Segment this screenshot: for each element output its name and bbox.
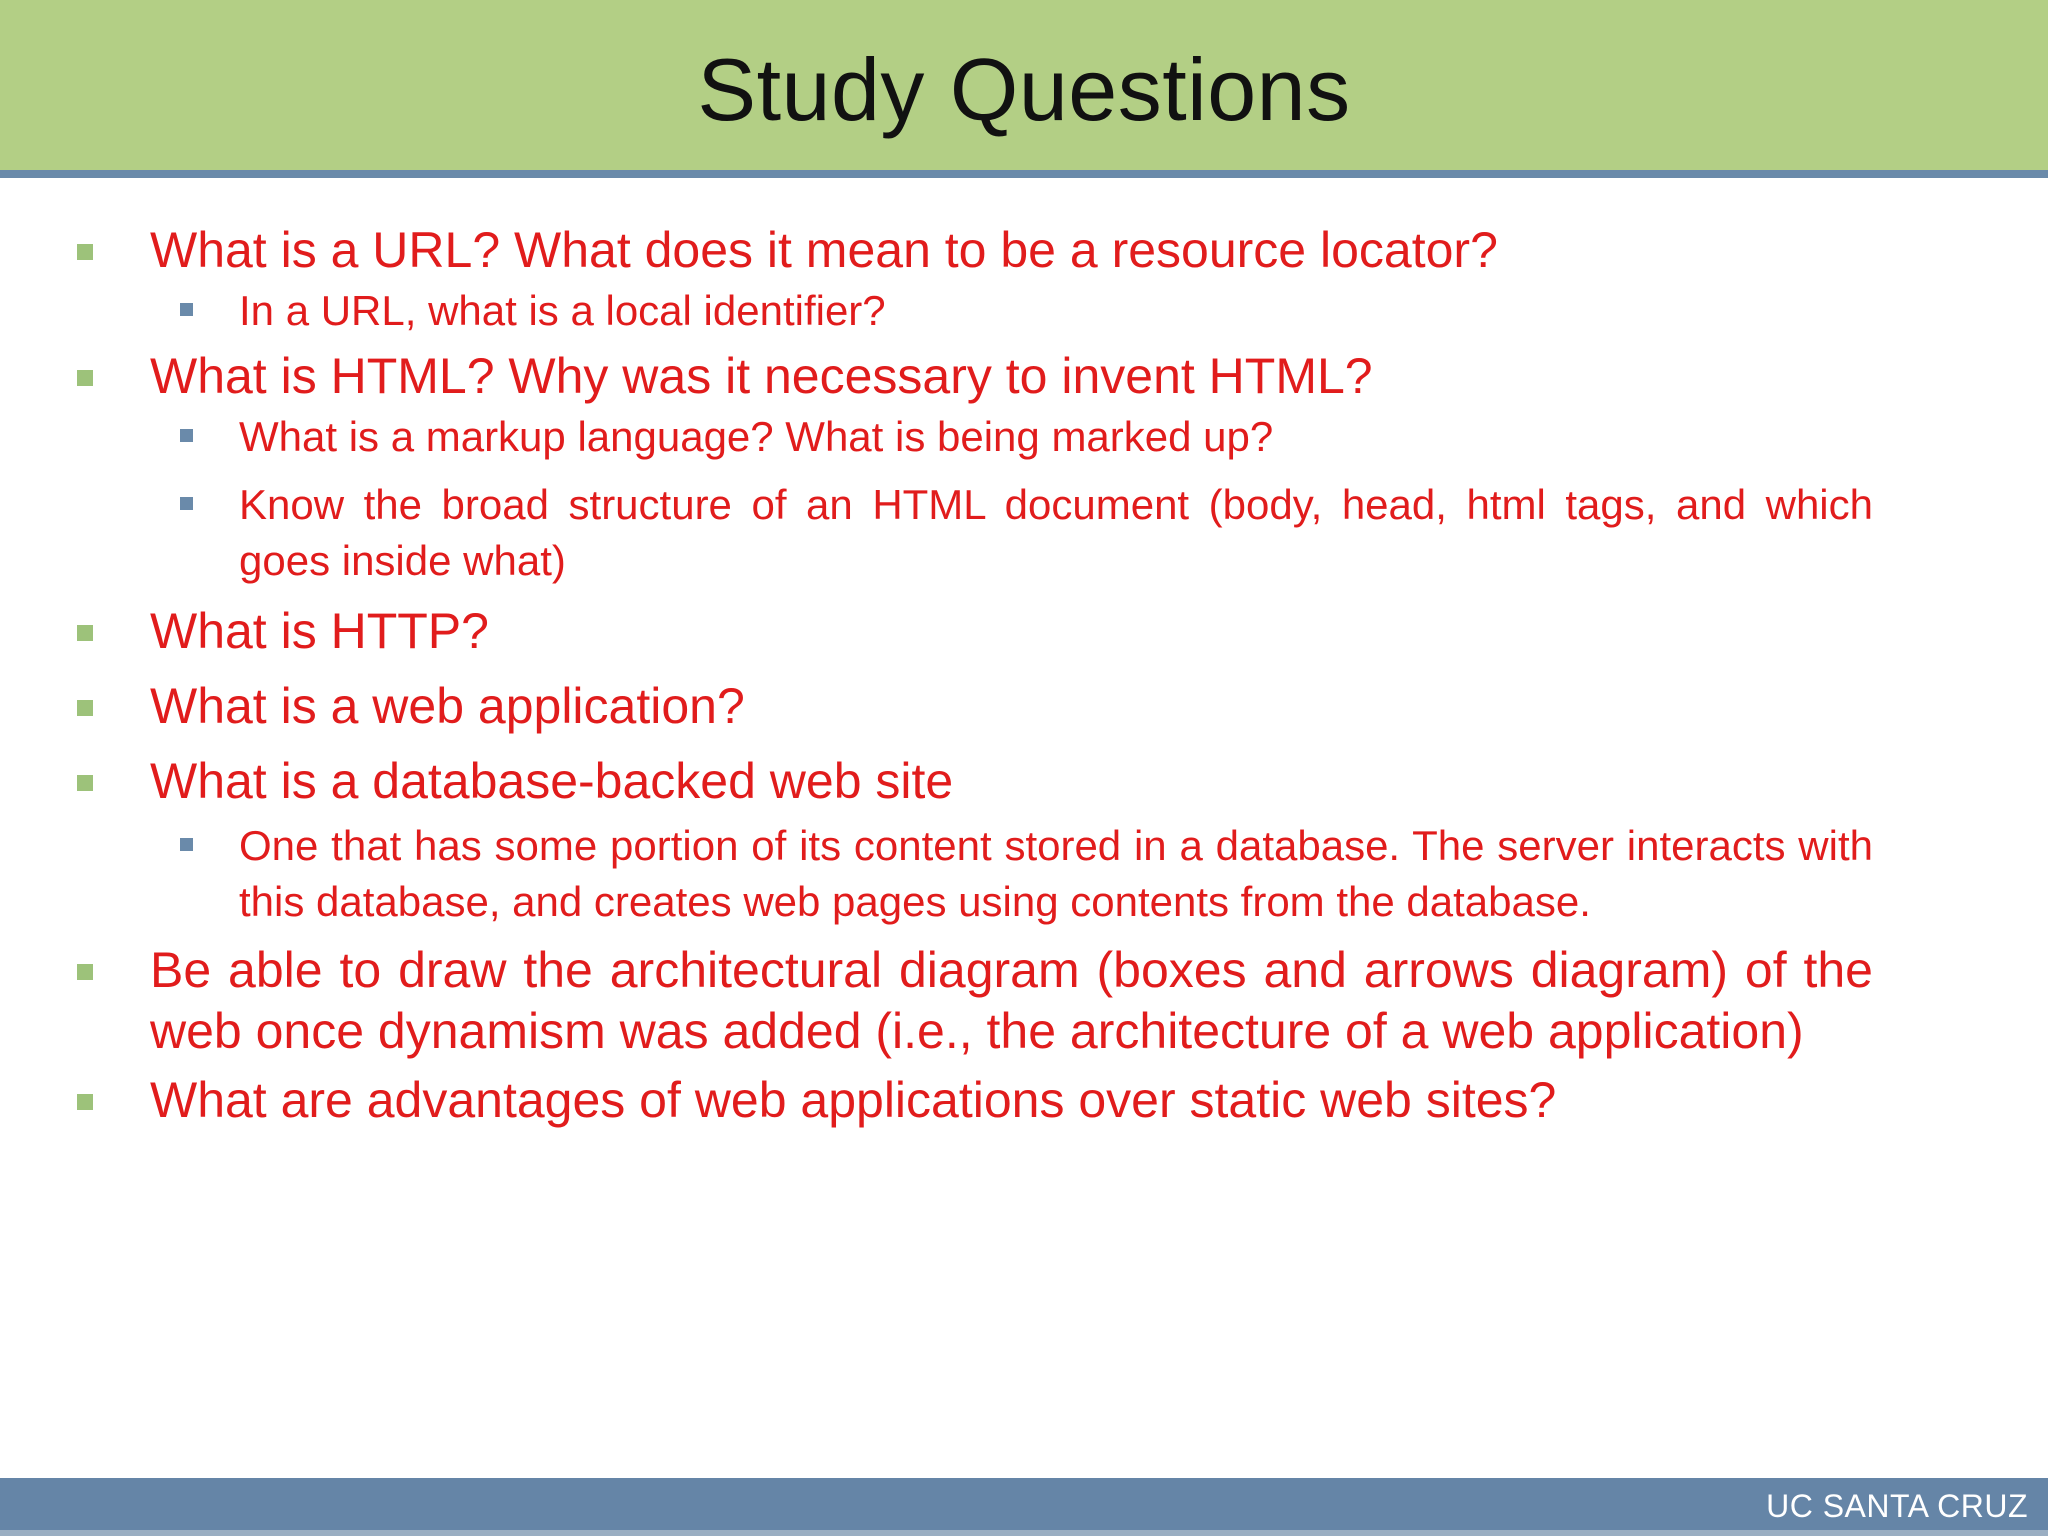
list-item xyxy=(0,818,2048,930)
list-item xyxy=(0,477,2048,589)
footer-edge xyxy=(0,1530,2048,1536)
square-bullet-icon xyxy=(180,429,193,442)
list-item xyxy=(0,601,2048,662)
list-item xyxy=(0,940,2048,1062)
list-item xyxy=(0,409,2048,465)
list-item-text: What is a URL? What does it mean to be a resource locator? xyxy=(150,222,1498,278)
square-bullet-icon xyxy=(77,370,93,386)
footer-label: UC SANTA CRUZ xyxy=(1766,1488,2028,1524)
list-item xyxy=(0,676,2048,737)
list-item-text: What is HTTP? xyxy=(150,603,489,659)
list-item-text: What are advantages of web applications over static web sites? xyxy=(150,1072,1557,1128)
list-item-text: Be able to draw the architectural diagram (boxes and arrows diagram) of the web once dynamism was added (i.e., the architecture of a web application) xyxy=(150,942,1873,1059)
list-item-text: What is a database-backed web site xyxy=(150,753,954,809)
slide-title: Study Questions xyxy=(697,40,1351,139)
list-item xyxy=(0,346,2048,407)
list-item-text: One that has some portion of its content stored in a database. The server interacts with this database, and creates web pages using contents from the database. xyxy=(239,822,1873,925)
list-item xyxy=(0,1070,2048,1131)
list-item xyxy=(0,220,2048,281)
square-bullet-icon xyxy=(180,497,193,510)
square-bullet-icon xyxy=(77,244,93,260)
list-item-text: What is HTML? Why was it necessary to invent HTML? xyxy=(150,348,1373,404)
title-bar xyxy=(0,0,2048,170)
list-item-text: What is a web application? xyxy=(150,678,745,734)
square-bullet-icon xyxy=(180,838,193,851)
footer-bar xyxy=(0,1478,2048,1530)
square-bullet-icon xyxy=(77,700,93,716)
bullet-list xyxy=(0,220,2048,1131)
square-bullet-icon xyxy=(77,775,93,791)
list-item xyxy=(0,751,2048,812)
title-divider xyxy=(0,170,2048,178)
list-item-text: Know the broad structure of an HTML document (body, head, html tags, and which goes inside what) xyxy=(239,481,1873,584)
list-item-text: In a URL, what is a local identifier? xyxy=(239,287,886,334)
square-bullet-icon xyxy=(77,1094,93,1110)
list-item xyxy=(0,283,2048,339)
square-bullet-icon xyxy=(77,964,93,980)
square-bullet-icon xyxy=(77,625,93,641)
square-bullet-icon xyxy=(180,303,193,316)
list-item-text: What is a markup language? What is being marked up? xyxy=(239,413,1274,460)
